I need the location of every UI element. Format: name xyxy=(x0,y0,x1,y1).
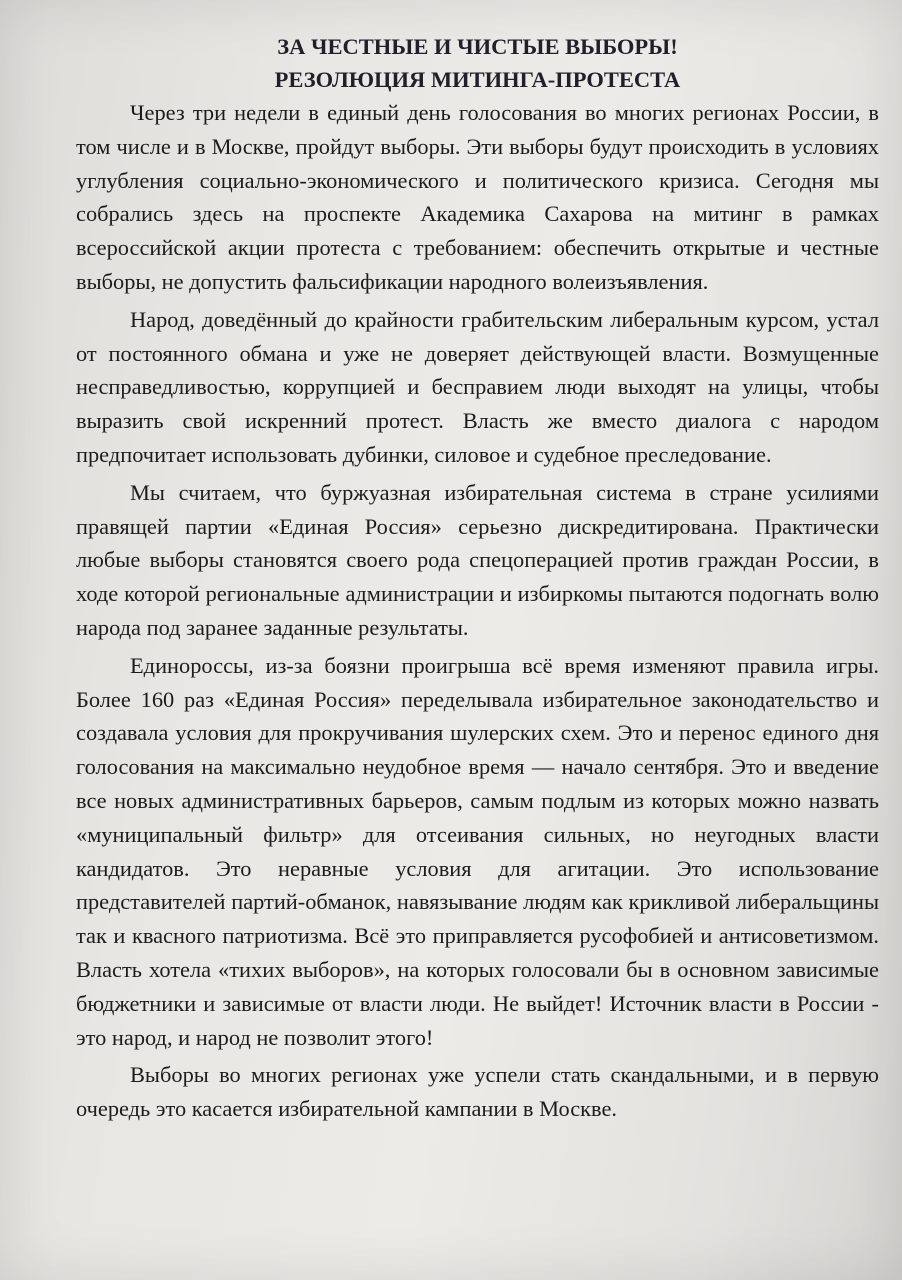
document-body xyxy=(76,30,879,1130)
paragraph-4: Единороссы, из-за боязни проигрыша всё время изменяют правила игры. Более 160 раз «Единая Россия» переделывала избирательное законодательство и создавала условия для прокручивания шулерских схем. Это и перенос единого дня голосования на максимально неудобное время — начало сентября. Это и введение все новых административных барьеров, самым подлым из которых можно назвать «муниципальный фильтр» для отсеивания сильных, но неугодных власти кандидатов. Это неравные условия для агитации. Это использование представителей партий-обманок, навязывание людям как крикливой либеральщины так и квасного патриотизма. Всё это приправляется русофобией и антисоветизмом. Власть хотела «тихих выборов», на которых голосовали бы в основном зависимые бюджетники и зависимые от власти люди. Не выйдет! Источник власти в России - это народ, и народ не позволит этого! xyxy=(76,652,879,1050)
document-subtitle: РЕЗОЛЮЦИЯ МИТИНГА-ПРОТЕСТА xyxy=(274,67,681,92)
document-title: ЗА ЧЕСТНЫЕ И ЧИСТЫЕ ВЫБОРЫ! xyxy=(277,34,678,59)
paragraph-2: Народ, доведённый до крайности грабительским либеральным курсом, устал от постоянного обмана и уже не доверяет действующей власти. Возмущенные несправедливостью, коррупцией и бесправием люди выходят на улицы, чтобы выразить свой искренний протест. Власть же вместо диалога с народом предпочитает использовать дубинки, силовое и судебное преследование. xyxy=(76,306,879,467)
paragraph-3: Мы считаем, что буржуазная избирательная система в стране усилиями правящей партии «Единая Россия» серьезно дискредитирована. Практически любые выборы становятся своего рода спецоперацией против граждан России, в ходе которой региональные администрации и избиркомы пытаются подогнать волю народа под заранее заданные результаты. xyxy=(76,479,879,640)
paragraph-5: Выборы во многих регионах уже успели стать скандальными, и в первую очередь это касается избирательной кампании в Москве. xyxy=(76,1062,879,1122)
paragraph-1: Через три недели в единый день голосования во многих регионах России, в том числе и в Москве, пройдут выборы. Эти выборы будут происходить в условиях углубления социально-экономического и политического кризиса. Сегодня мы собрались здесь на проспекте Академика Сахарова на митинг в рамках всероссийской акции протеста с требованием: обеспечить открытые и честные выборы, не допустить фальсификации народного волеизъявления. xyxy=(76,100,879,294)
